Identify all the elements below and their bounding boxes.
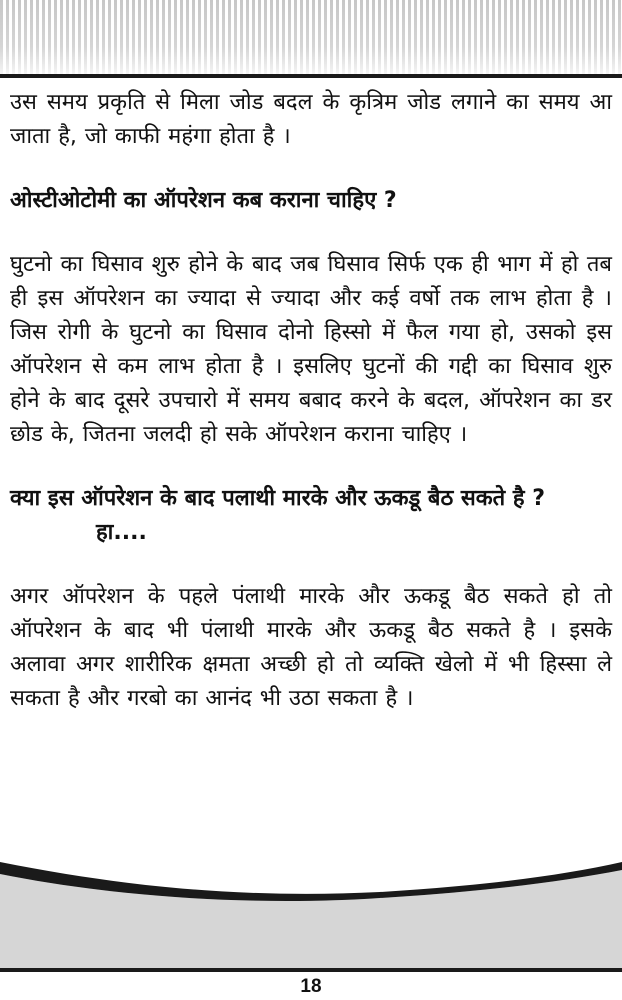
header-rule — [0, 74, 622, 78]
question-1-heading: ओस्टीओटोमी का ऑपरेशन कब कराना चाहिए ? — [10, 188, 397, 213]
answer-2-paragraph: अगर ऑपरेशन के पहले पंलाथी मारके और ऊकडू बैठ सकते हो तो ऑपरेशन के बाद भी पंलाथी मारके और ऊकडू बैठ सकते है । इसके अलावा अगर शारीरिक क्षमता अच्छी हो तो व्यक्ति खेलो में भी हिस्सा ले सकता है और गरबो का आनंद भी उठा सकता है । — [10, 584, 612, 711]
footer-bottom-rule — [0, 968, 622, 972]
intro-paragraph: उस समय प्रकृति से मिला जोड बदल के कृत्रिम जोड लगाने का समय आ जाता है, जो काफी महंगा होता है । — [10, 90, 612, 149]
spacer — [10, 218, 612, 248]
question-2-heading — [10, 482, 612, 550]
spacer — [10, 452, 612, 482]
spacer — [10, 550, 612, 580]
answer-1-paragraph: घुटनो का घिसाव शुरु होने के बाद जब घिसाव सिर्फ एक ही भाग में हो तब ही इस ऑपरेशन का ज्यादा से ज्यादा और कई वर्षो तक लाभ होता है । जिस रोगी के घुटनो का घिसाव दोनो हिस्सो में फैल गया हो, उसको इस ऑपरेशन से कम लाभ होता है । इसलिए घुटनों की गद्दी का घिसाव शुरु होने के बाद दूसरे उपचारो में समय बबाद करने के बदल, ऑपरेशन का डर छोड के, जितना जलदी हो सके ऑपरेशन कराना चाहिए । — [10, 252, 612, 447]
page-content — [10, 86, 612, 716]
spacer — [10, 154, 612, 184]
header-stripe-band — [0, 0, 622, 78]
question-2-short-answer: हा.... — [96, 520, 147, 545]
question-2-text: क्या इस ऑपरेशन के बाद पलाथी मारके और ऊकडू बैठ सकते है ? — [10, 486, 545, 511]
footer-wave-decoration — [0, 862, 622, 972]
page-number: 18 — [300, 976, 322, 997]
